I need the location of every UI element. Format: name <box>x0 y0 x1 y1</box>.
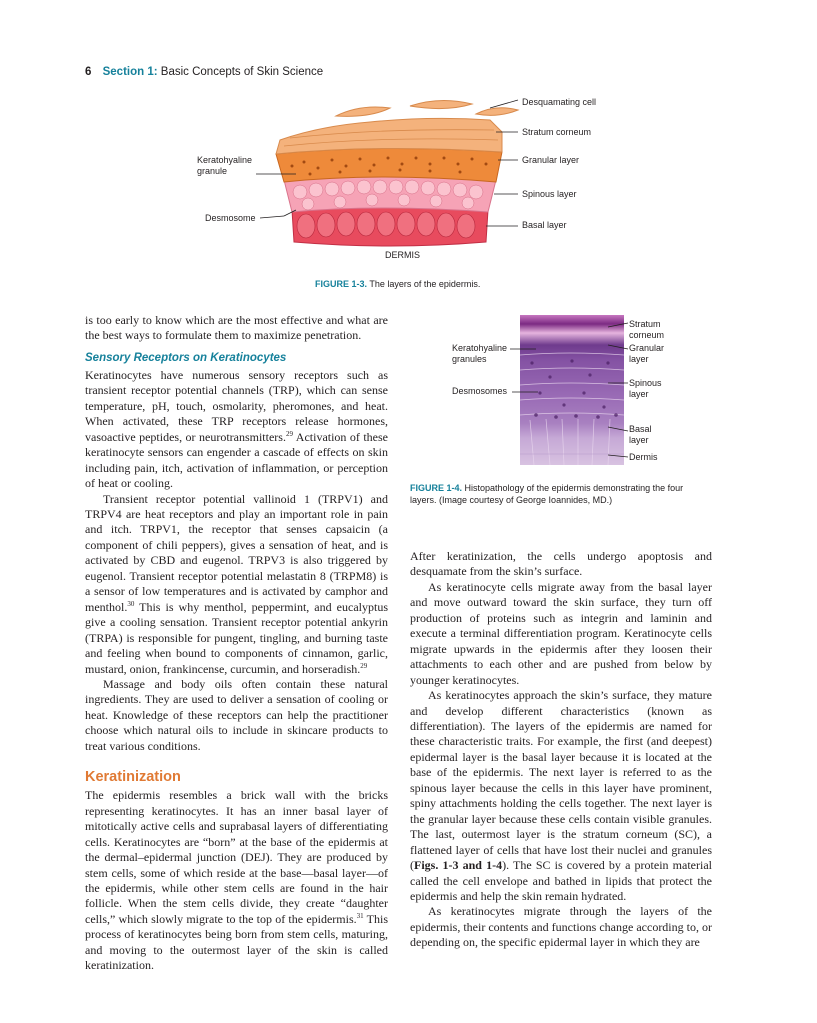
figure-1-3-illustration <box>240 92 520 262</box>
right-column <box>410 549 712 951</box>
paragraph-keratinization-a: The epidermis resembles a brick wall with the bricks representing keratinocytes. It has an inner basal layer of mitotically active cells and suprabasal layers of differentiating cells. Keratinocytes are “born” at the base of the epidermis at the dermal–epidermal junction (DEJ). They are produced by stem cells, some of which reside at the base—basal layer—of the epidermis, while other stem cells are found in the hair follicle. When the stem cells divide, they create “daughter cells,” which slowly migrate to the top of the epidermis. <box>85 788 388 926</box>
paragraph-apoptosis: After keratinization, the cells undergo apoptosis and desquamate from the skin’s surface. <box>410 549 712 579</box>
figure-1-3-label: FIGURE 1-3. <box>315 279 368 289</box>
paragraph-sensory-1-a: Keratinocytes have numerous sensory receptors such as transient receptor potential channels (TRP), which can sense temperature, pH, touch, osmolarity, pheromones, and heat. When activated, these TRP receptors release hormones, vasoactive peptides, or neurotransmitters. <box>85 367 388 444</box>
paragraph-differentiation <box>410 688 712 904</box>
heading-sensory-receptors: Sensory Receptors on Keratinocytes <box>85 351 287 364</box>
desquamating-cell-3 <box>476 108 518 116</box>
label-granular-layer: Granular layer <box>522 155 580 165</box>
figure-1-4-leaders <box>500 315 640 465</box>
label-keratohyaline <box>197 155 252 177</box>
label-fig4-stratum-line1: Stratum <box>629 319 661 329</box>
label-fig4-spinous-line1: Spinous <box>629 378 662 388</box>
citation-29: 29 <box>285 429 293 438</box>
paragraph-sensory-3: Massage and body oils often contain these natural ingredients. They are used to deliver a sensation of cooling or heat. Knowledge of these receptors can help the practitioner choose which natural oils to include in skincare products to treat various conditions. <box>85 676 388 753</box>
label-fig4-granular-line1: Granular <box>629 343 665 353</box>
paragraph-keratinization-b: This process of keratinocytes being born from stem cells, maturing, and moving to the outermost layer of the skin is called keratinization. <box>85 911 388 973</box>
paragraph-sensory-2 <box>85 492 388 677</box>
label-fig4-dermis: Dermis <box>629 452 658 462</box>
figure-1-4-label: FIGURE 1-4. <box>410 483 463 493</box>
paragraph-continuation: is too early to know which are the most effective and what are the best ways to formulate them to maximize penetration. <box>85 313 388 343</box>
desquamating-cell-1 <box>336 107 390 116</box>
label-fig4-granular-line2: layer <box>629 354 649 364</box>
label-keratohyaline-line1: Keratohyaline <box>197 155 253 165</box>
label-spinous-layer: Spinous layer <box>522 189 577 199</box>
basal-cells <box>297 212 475 238</box>
label-fig4-basal-line2: layer <box>629 435 649 445</box>
paragraph-keratinization <box>85 788 388 973</box>
section-label: Section 1: <box>102 66 158 78</box>
label-stratum-corneum: Stratum corneum <box>522 127 592 137</box>
label-fig4-spinous-line2: layer <box>629 389 649 399</box>
paragraph-layers: As keratinocytes migrate through the layers of the epidermis, their contents and functions change according to, or depending on, the specific epidermal layer in which they are <box>410 904 712 950</box>
paragraph-sensory-1 <box>85 368 388 492</box>
label-fig4-desmosomes: Desmosomes <box>452 386 508 396</box>
paragraph-sensory-1-b: Activation of these keratinocyte sensors can engender a cascade of effects on skin including pain, itch, activation of inflammation, or perception of heat or cooling. <box>85 429 388 491</box>
figure-1-3-caption <box>315 279 480 291</box>
label-desmosome: Desmosome <box>205 213 256 223</box>
label-fig4-stratum-corneum <box>629 319 664 341</box>
label-fig4-keratohyaline <box>452 343 507 365</box>
paragraph-sensory-2-a: Transient receptor potential vallinoid 1 (TRPV1) and TRPV4 are heat receptors and play an important role in pain and itch. TRPV1, the receptor that senses capsaicin (a component of chili peppers), gives a sensation of heat, and is activated by CBD and eugenol. TRPV3 is also triggered by eugenol. Transient receptor potential melastatin 8 (TRPM8) is a sensor of low temperatures and is activated by camphor and menthol. <box>85 491 388 614</box>
paragraph-differentiation-b: ). The SC is covered by a protein material called the cell envelope and bathed in lipids that protect the epidermis and help the skin remain hydrated. <box>410 858 712 903</box>
figure-1-4-caption <box>410 483 710 506</box>
label-fig4-spinous-layer <box>629 378 662 400</box>
label-keratohyaline-line2: granule <box>197 166 228 176</box>
label-fig4-kerato-line1: Keratohyaline <box>452 343 508 353</box>
left-column <box>85 313 388 974</box>
figure-1-4-text: Histopathology of the epidermis demonstrating the four layers. (Image courtesy of George Ioannides, MD.) <box>410 483 684 505</box>
heading-keratinization: Keratinization <box>85 769 181 786</box>
label-dermis: DERMIS <box>385 250 421 260</box>
section-title: Basic Concepts of Skin Science <box>160 66 324 78</box>
label-fig4-granular-layer <box>629 343 664 365</box>
label-desquamating-cell: Desquamating cell <box>522 97 597 107</box>
citation-31: 31 <box>356 911 364 920</box>
label-fig4-stratum-line2: corneum <box>629 330 665 340</box>
label-fig4-basal-layer <box>629 424 652 446</box>
label-fig4-basal-line1: Basal <box>629 424 652 434</box>
paragraph-migration: As keratinocyte cells migrate away from the basal layer and move outward toward the skin surface, they turn off production of proteins such as integrin and laminin and execute a terminal differentiation program. Keratinocyte cells migrate upwards in the epidermis after they loosen their attachments to each other and are pushed from below by younger keratinocytes. <box>410 579 712 687</box>
granular-layer-shape <box>276 148 502 182</box>
label-fig4-kerato-line2: granules <box>452 354 487 364</box>
page-number: 6 <box>85 66 92 78</box>
running-head <box>85 66 323 78</box>
label-basal-layer: Basal layer <box>522 220 567 230</box>
citation-30: 30 <box>127 599 135 608</box>
paragraph-differentiation-a: As keratinocytes approach the skin’s surface, they mature and develop different characteristics (known as differentiation). The layers of the epidermis are named for these characteristic traits. For example, the first (and deepest) epidermal layer is the basal layer because it is located at the base of the epidermis. The next layer is referred to as the spinous layer because the cells in this layer have prominent, spiny attachments holding the cells together. The next layer is the granular layer because these cells contain visible granules. The last, outermost layer is the stratum corneum (SC), a flattened layer of cells that have lost their nuclei and granules ( <box>410 688 712 873</box>
figure-1-3-text: The layers of the epidermis. <box>369 279 481 289</box>
desquamating-cell-2 <box>410 100 472 108</box>
figure-reference: Figs. 1-3 and 1-4 <box>414 858 503 873</box>
citation-29b: 29 <box>360 661 368 670</box>
paragraph-sensory-2-b: This is why menthol, peppermint, and eucalyptus give a cooling sensation. Transient receptor potential ankyrin (TRPA) is responsible for pungent, tingling, and burning taste and feeling when bound to components of cinnamon, garlic, mustard, onion, frankincense, curcumin, and horseradish. <box>85 599 388 676</box>
